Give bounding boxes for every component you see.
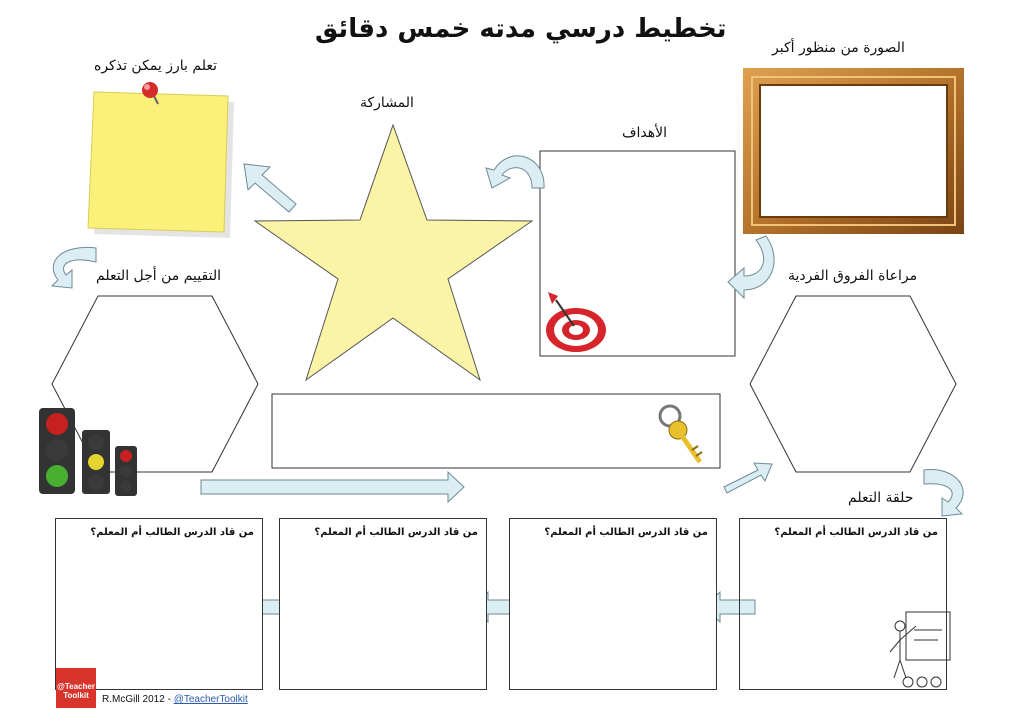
differentiation-hexagon xyxy=(750,296,956,472)
label-memorable: تعلم بارز يمكن تذكره xyxy=(94,58,217,74)
sticky-note-icon xyxy=(88,92,234,238)
curved-arrow-objectives xyxy=(486,156,544,188)
teachertoolkit-link[interactable]: @TeacherToolkit xyxy=(173,694,248,705)
page-title: تخطيط درسي مدته خمس دقائق xyxy=(315,14,727,44)
panel-question: من قاد الدرس الطالب أم المعلم؟ xyxy=(90,527,254,538)
curved-arrow-assessment xyxy=(52,247,96,288)
panel-question: من قاد الدرس الطالب أم المعلم؟ xyxy=(544,527,708,538)
panel-question: من قاد الدرس الطالب أم المعلم؟ xyxy=(314,527,478,538)
panel-question: من قاد الدرس الطالب أم المعلم؟ xyxy=(774,527,938,538)
label-big-picture: الصورة من منظور أكبر xyxy=(772,40,905,56)
arrow-right-long xyxy=(201,472,464,502)
curved-arrow-learning-loop xyxy=(924,470,963,516)
panel-2 xyxy=(279,518,487,690)
label-engagement: المشاركة xyxy=(360,95,414,111)
keyword-box xyxy=(272,394,720,468)
panel-4 xyxy=(739,518,947,690)
label-assessment: التقييم من أجل التعلم xyxy=(96,268,221,284)
arrow-to-memorable xyxy=(244,164,296,212)
label-learning-loop: حلقة التعلم xyxy=(848,490,914,506)
target-icon xyxy=(546,308,606,352)
footer-credit xyxy=(102,694,248,705)
arrow-to-differentiation xyxy=(724,463,772,493)
panel-1 xyxy=(55,518,263,690)
picture-frame-icon xyxy=(743,68,964,234)
panel-3 xyxy=(509,518,717,690)
logo-text: @Teacher Toolkit xyxy=(57,682,95,700)
label-differentiation: مراعاة الفروق الفردية xyxy=(788,268,918,284)
teachertoolkit-logo xyxy=(56,668,96,708)
label-objectives: الأهداف xyxy=(622,125,668,141)
credit-text: R.McGill 2012 - xyxy=(102,694,174,705)
engagement-star xyxy=(255,125,532,380)
